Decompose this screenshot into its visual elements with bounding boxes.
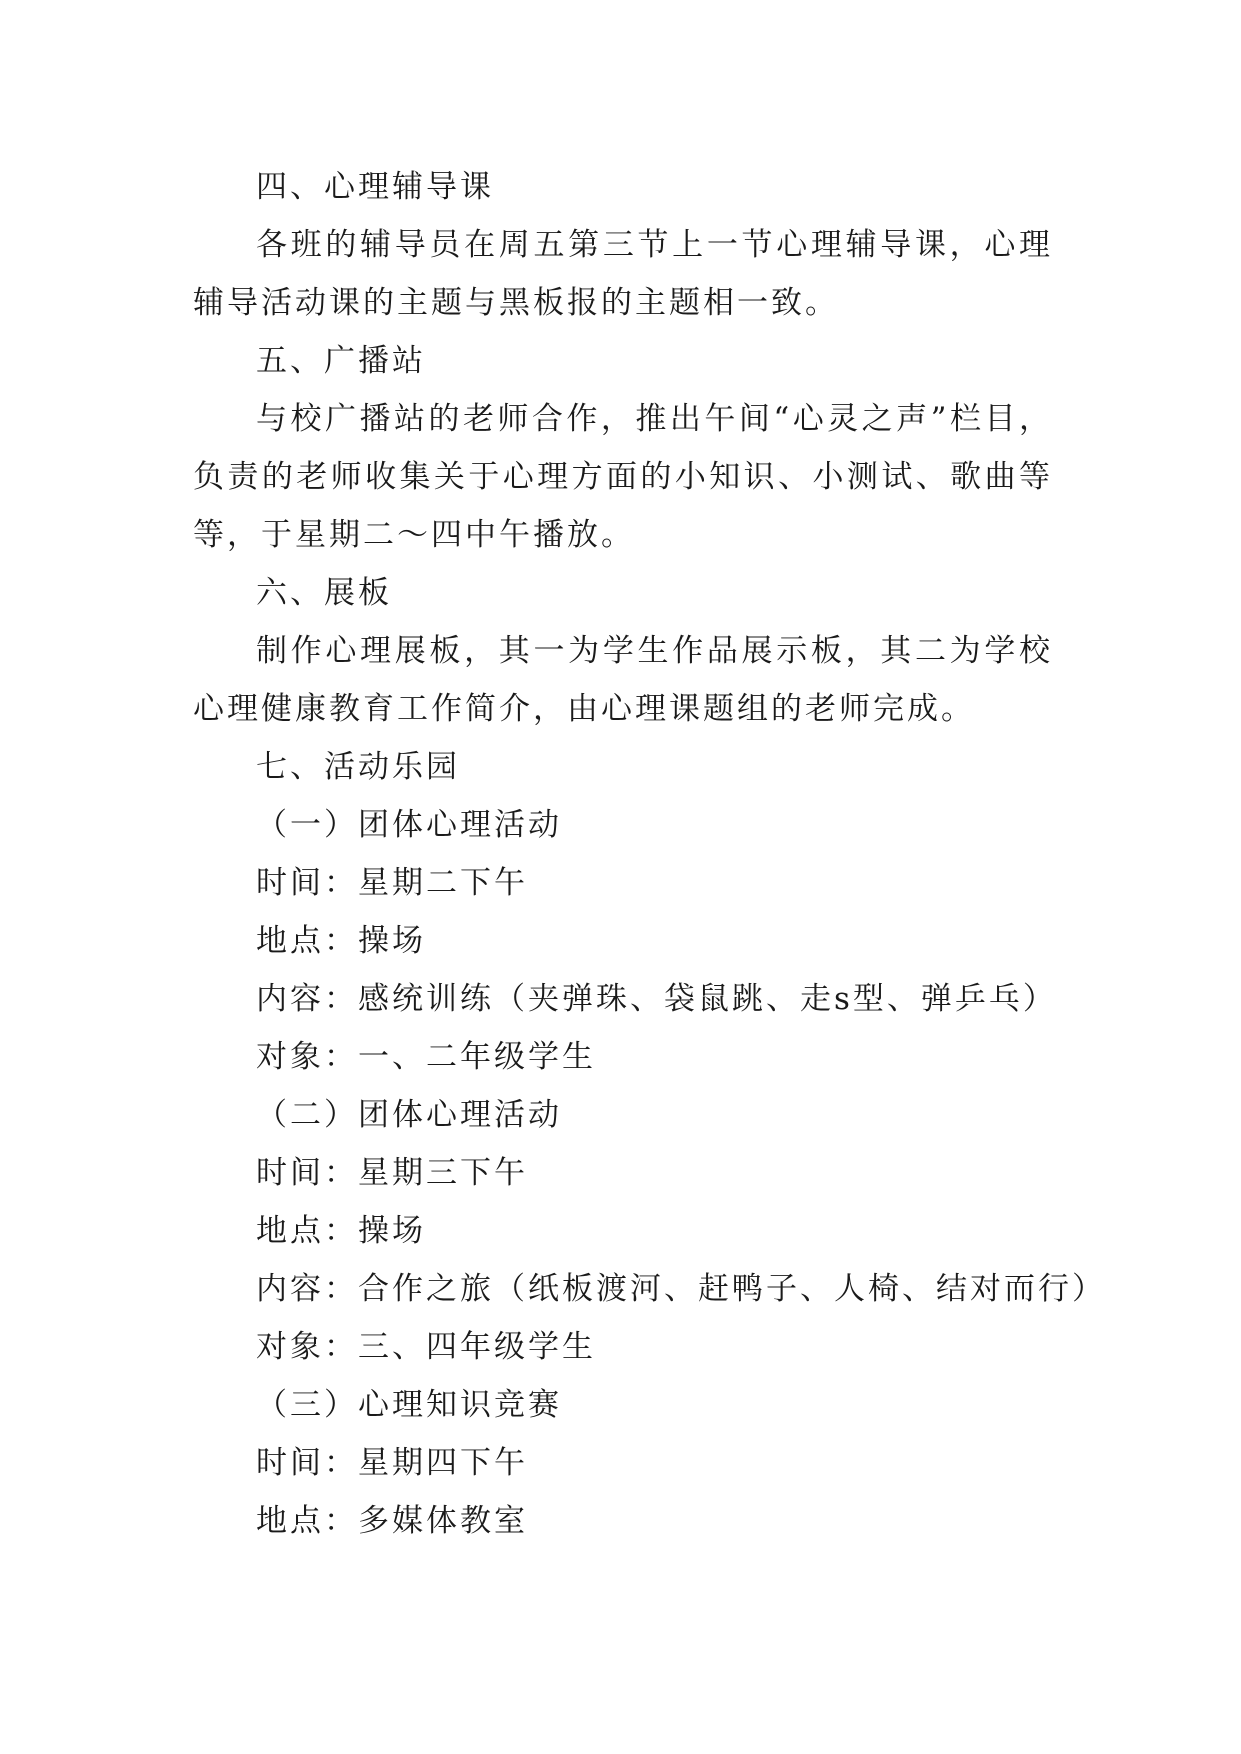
activity-title: （一）团体心理活动	[256, 807, 562, 843]
section-heading-activity-park: 七、活动乐园	[256, 749, 460, 785]
activity-title: （三）心理知识竞赛	[256, 1387, 562, 1423]
activity-time: 时间：星期四下午	[256, 1445, 528, 1481]
section-heading-display-board: 六、展板	[256, 575, 392, 611]
activity-place: 地点：多媒体教室	[256, 1503, 528, 1539]
activity-target: 对象：一、二年级学生	[256, 1039, 596, 1075]
activity-place: 地点：操场	[256, 1213, 426, 1249]
document-body	[193, 158, 1106, 1550]
activity-time: 时间：星期二下午	[256, 865, 528, 901]
activity-content: 内容：合作之旅（纸板渡河、赶鸭子、人椅、结对而行）	[256, 1271, 1106, 1307]
section-paragraph-display-board: 制作心理展板，其一为学生作品展示板，其二为学校心理健康教育工作简介，由心理课题组的老师完成。	[193, 633, 1053, 727]
section-heading-counseling-class: 四、心理辅导课	[256, 169, 494, 205]
activity-title: （二）团体心理活动	[256, 1097, 562, 1133]
activity-time: 时间：星期三下午	[256, 1155, 528, 1191]
section-paragraph-counseling-class: 各班的辅导员在周五第三节上一节心理辅导课，心理辅导活动课的主题与黑板报的主题相一致。	[193, 227, 1053, 321]
activity-content: 内容：感统训练（夹弹珠、袋鼠跳、走s型、弹乒乓）	[256, 981, 1057, 1017]
activity-place: 地点：操场	[256, 923, 426, 959]
section-heading-broadcast: 五、广播站	[256, 343, 426, 379]
activity-target: 对象：三、四年级学生	[256, 1329, 596, 1365]
section-paragraph-broadcast: 与校广播站的老师合作，推出午间“心灵之声”栏目，负责的老师收集关于心理方面的小知识、小测试、歌曲等等，于星期二～四中午播放。	[193, 401, 1053, 553]
